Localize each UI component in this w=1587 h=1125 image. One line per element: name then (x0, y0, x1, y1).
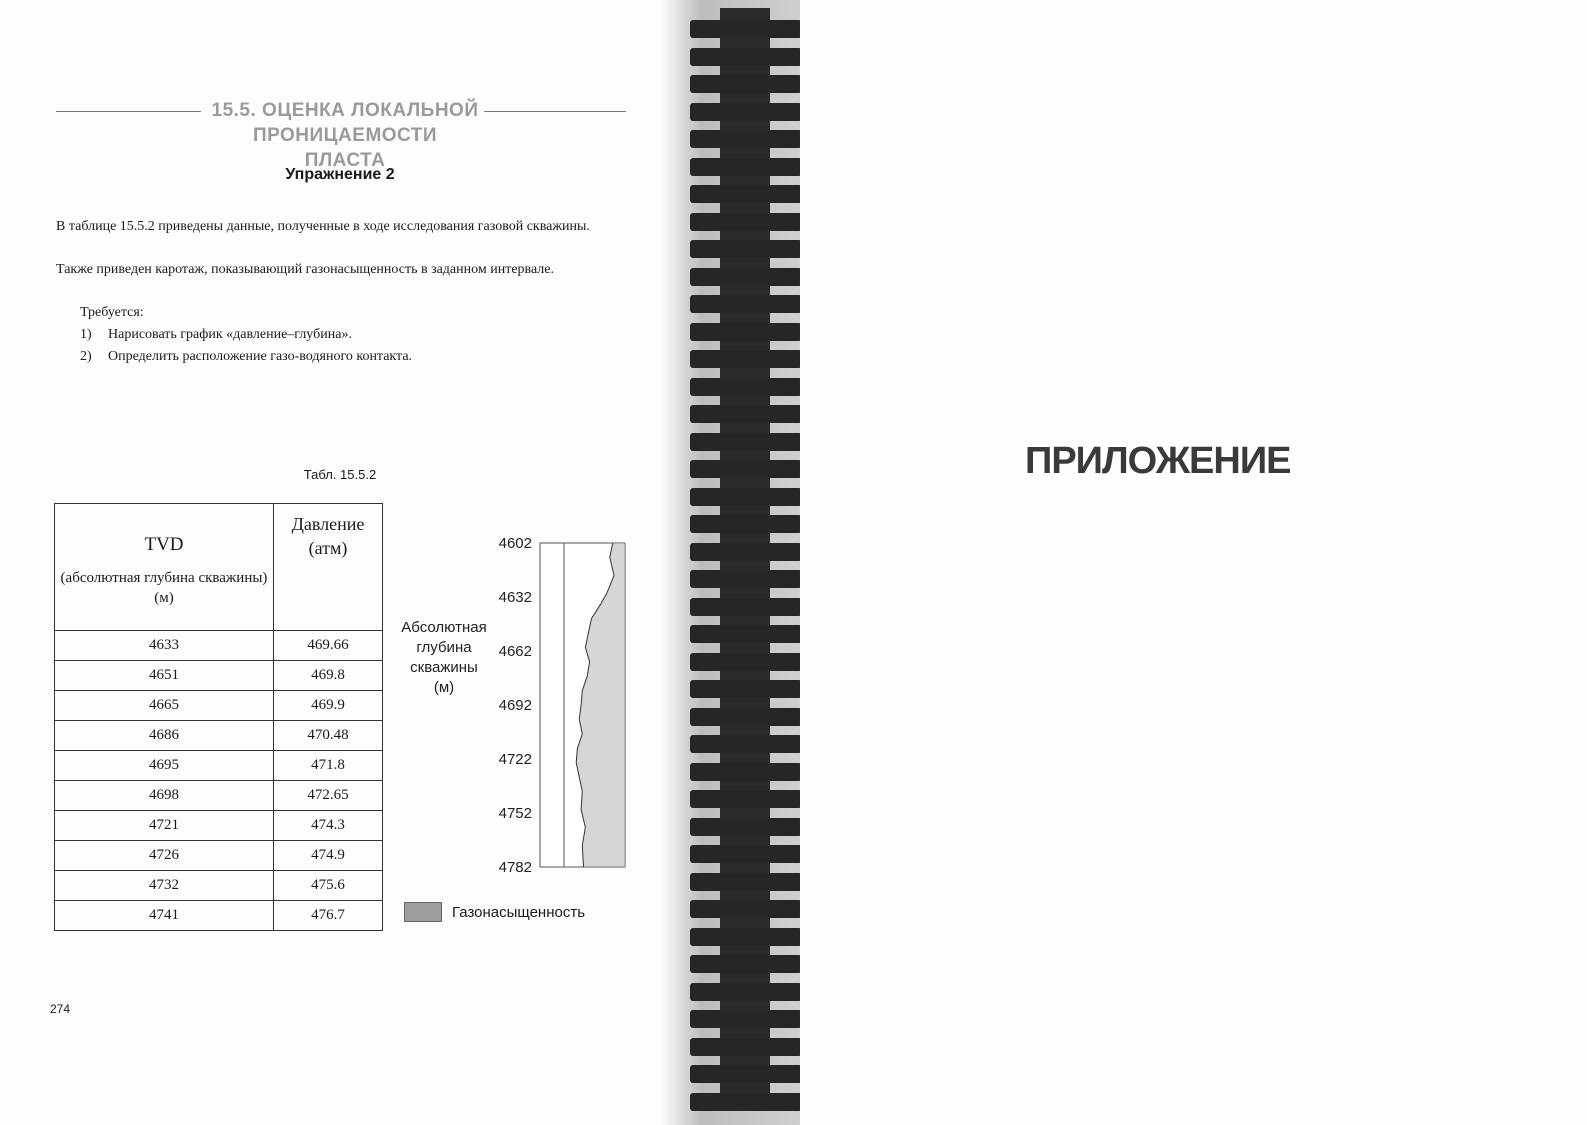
appendix-title: ПРИЛОЖЕНИЕ (1025, 440, 1291, 482)
col2-title: Давление (291, 514, 365, 534)
y-tick-label: 4662 (498, 643, 532, 660)
table-row (55, 901, 383, 931)
left-page (0, 0, 660, 1125)
table-row (55, 661, 383, 691)
binding-ring (690, 818, 802, 836)
binding-ring (690, 130, 802, 148)
pressure-cell: 472.65 (274, 781, 383, 811)
gas-saturation-log-chart (392, 527, 642, 937)
binding-ring (690, 928, 802, 946)
tvd-cell: 4651 (55, 661, 274, 691)
requirement-number: 2) (80, 349, 92, 364)
binding-ring (690, 845, 802, 863)
table-row (55, 751, 383, 781)
heading-rule-left (56, 111, 201, 112)
binding-ring (690, 433, 802, 451)
y-axis-label (401, 619, 486, 696)
binding-ring (690, 185, 802, 203)
tvd-cell: 4721 (55, 811, 274, 841)
col2-unit: (атм) (308, 538, 348, 558)
col1-unit: (м) (154, 590, 174, 606)
table-row (55, 691, 383, 721)
exercise-title: Упражнение 2 (285, 166, 395, 183)
requirements (80, 302, 412, 368)
binding-ring (690, 983, 802, 1001)
y-axis-label-line: Абсолютная (401, 619, 487, 636)
binding-ring (690, 213, 802, 231)
y-tick-label: 4722 (498, 751, 532, 768)
y-axis-label-line: глубина (416, 639, 472, 656)
binding-ring (690, 873, 802, 891)
y-tick-label: 4602 (498, 535, 532, 552)
table-row (55, 841, 383, 871)
binding-ring (690, 625, 802, 643)
table-row (55, 721, 383, 751)
tvd-cell: 4686 (55, 721, 274, 751)
binding-ring (690, 900, 802, 918)
chart-legend (404, 902, 585, 922)
requirement-text: Определить расположение газо-водяного контакта. (108, 349, 413, 364)
binding-ring (690, 708, 802, 726)
pressure-cell: 474.3 (274, 811, 383, 841)
binding-ring (690, 653, 802, 671)
binding-ring (690, 1010, 802, 1028)
y-tick-label: 4692 (498, 697, 532, 714)
section-title-line1: 15.5. ОЦЕНКА ЛОКАЛЬНОЙ (211, 100, 479, 121)
requirement-number: 1) (80, 327, 92, 342)
binding-ring (690, 955, 802, 973)
binding-ring (690, 405, 802, 423)
depth-pressure-table (54, 503, 383, 931)
tvd-cell: 4726 (55, 841, 274, 871)
table-row (55, 811, 383, 841)
binding-ring (690, 515, 802, 533)
pressure-cell: 471.8 (274, 751, 383, 781)
binding-ring (690, 323, 802, 341)
binding-ring (690, 680, 802, 698)
col1-subtitle: (абсолютная глубина скважины) (60, 570, 268, 586)
log-chart-svg (392, 527, 642, 937)
binding-ring (690, 103, 802, 121)
legend-label: Газонасыщенность (452, 903, 586, 921)
pressure-cell: 476.7 (274, 901, 383, 931)
y-tick-label: 4632 (498, 589, 532, 606)
pressure-cell: 474.9 (274, 841, 383, 871)
y-axis-label-line: скважины (410, 659, 478, 676)
requirement-item (80, 324, 412, 346)
table-caption: Табл. 15.5.2 (303, 467, 377, 482)
tvd-cell: 4695 (55, 751, 274, 781)
binding-ring (690, 75, 802, 93)
binding-ring (690, 735, 802, 753)
binding-ring (690, 350, 802, 368)
binding-ring (690, 460, 802, 478)
pressure-cell: 469.66 (274, 631, 383, 661)
binding-ring (690, 268, 802, 286)
requirement-item (80, 346, 412, 368)
paragraph-2: Также приведен каротаж, показывающий газонасыщенность в заданном интервале. (56, 262, 555, 277)
binding-ring (690, 763, 802, 781)
requirement-text: Нарисовать график «давление–глубина». (108, 327, 352, 342)
table-row (55, 631, 383, 661)
binding-ring (690, 378, 802, 396)
heading-rule-right (484, 111, 626, 112)
tvd-cell: 4741 (55, 901, 274, 931)
binding-ring (690, 1038, 802, 1056)
binding-ring (690, 543, 802, 561)
binding-ring (690, 1065, 802, 1083)
binding-ring (690, 488, 802, 506)
tvd-cell: 4732 (55, 871, 274, 901)
pressure-cell: 475.6 (274, 871, 383, 901)
y-axis-label-line: (м) (433, 679, 455, 696)
table-row (55, 871, 383, 901)
binding-ring (690, 20, 802, 38)
legend-swatch (404, 902, 442, 922)
binding-ring (690, 598, 802, 616)
binding-ring (690, 295, 802, 313)
binding-ring (690, 570, 802, 588)
binding-ring (690, 158, 802, 176)
section-title (210, 98, 480, 173)
pressure-cell: 469.8 (274, 661, 383, 691)
y-tick-label: 4782 (498, 859, 532, 876)
table-header-row (55, 504, 383, 631)
binding-ring (690, 240, 802, 258)
paragraph-1: В таблице 15.5.2 приведены данные, полученные в ходе исследования газовой скважины. (56, 219, 590, 234)
requirements-heading: Требуется: (80, 305, 144, 320)
table-row (55, 781, 383, 811)
right-page (800, 0, 1587, 1125)
binding-ring (690, 1093, 802, 1111)
column-header-pressure (274, 504, 383, 631)
tvd-cell: 4698 (55, 781, 274, 811)
binding-ring (690, 48, 802, 66)
tvd-cell: 4665 (55, 691, 274, 721)
pressure-cell: 469.9 (274, 691, 383, 721)
pressure-cell: 470.48 (274, 721, 383, 751)
page-number: 274 (50, 1002, 71, 1016)
col1-title: TVD (144, 534, 184, 555)
binding-ring (690, 790, 802, 808)
column-header-tvd (55, 504, 274, 631)
tvd-cell: 4633 (55, 631, 274, 661)
y-tick-label: 4752 (498, 805, 532, 822)
section-title-line2: ПРОНИЦАЕМОСТИ ПЛАСТА (252, 125, 438, 171)
